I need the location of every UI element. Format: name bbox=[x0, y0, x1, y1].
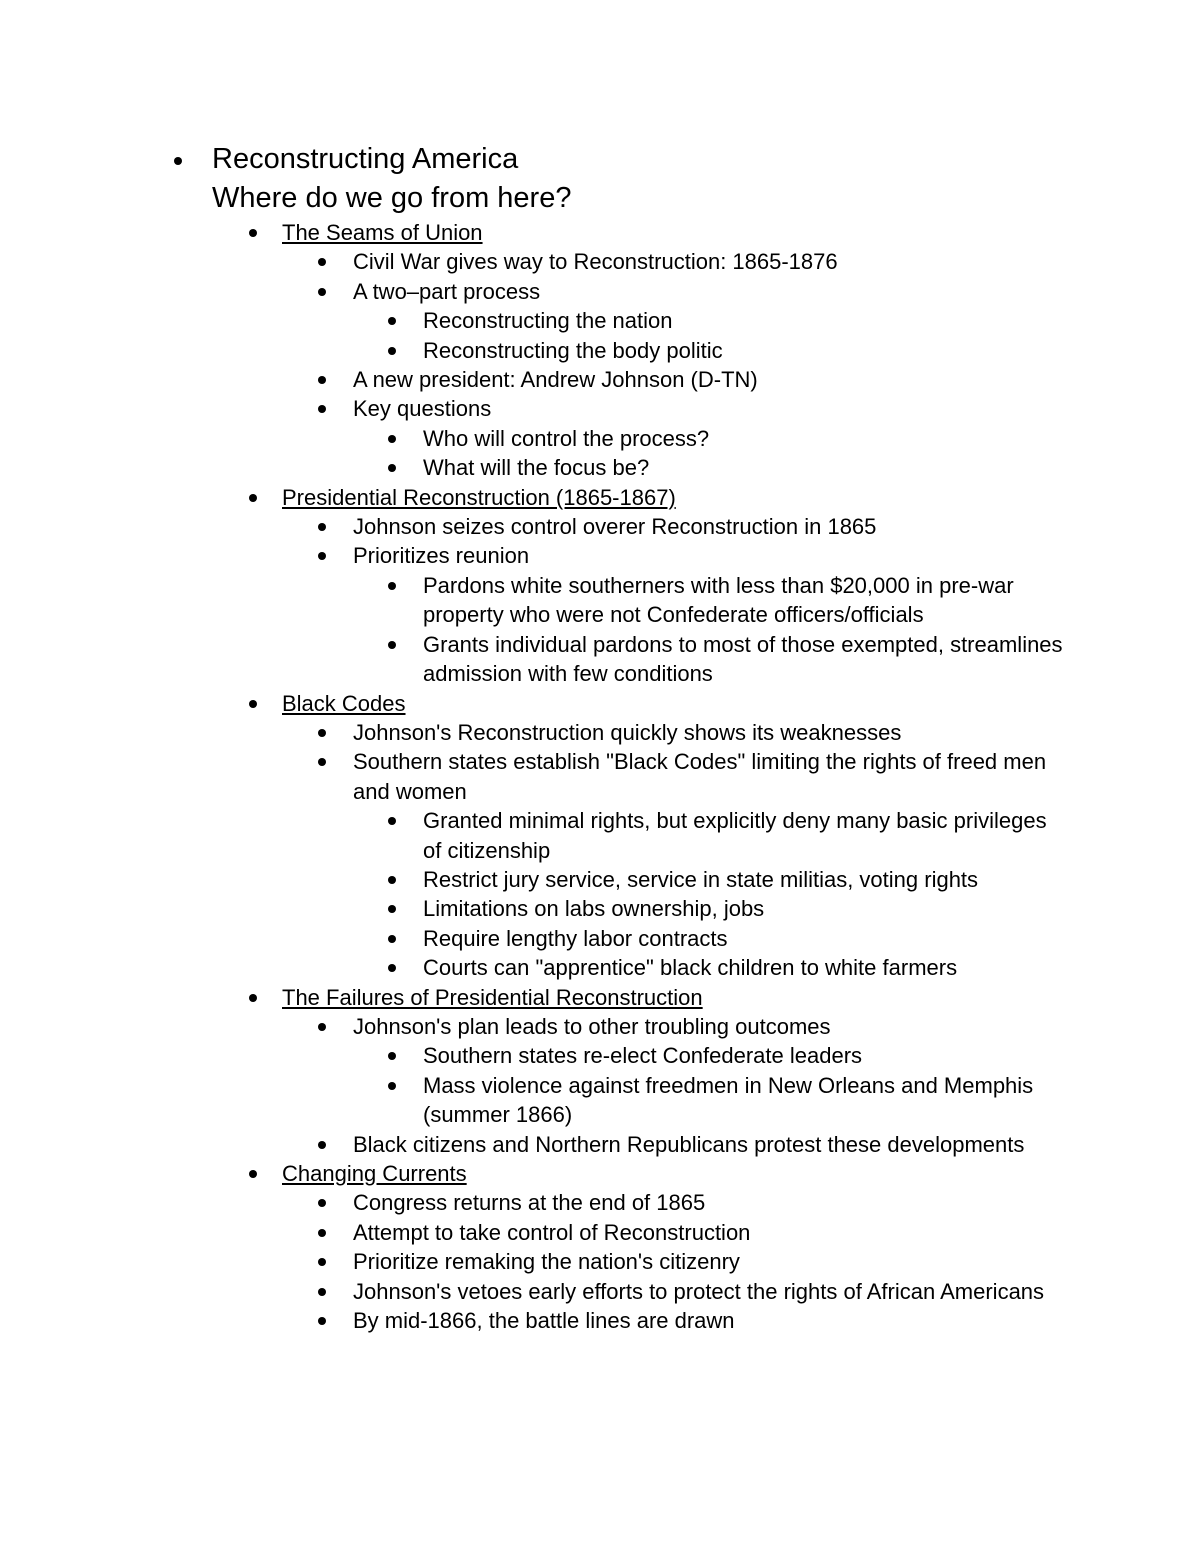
bullet-icon bbox=[318, 1229, 326, 1237]
list-item-text: A two–part process bbox=[353, 278, 541, 304]
sub-list-item bbox=[423, 306, 1112, 335]
sub-list-item bbox=[423, 453, 1112, 482]
bullet-icon bbox=[318, 729, 326, 737]
section-item bbox=[282, 983, 1112, 1159]
section-item bbox=[282, 689, 1112, 983]
sub-list-item bbox=[423, 806, 1112, 865]
bullet-icon bbox=[249, 229, 257, 237]
list-item-text: Key questions bbox=[353, 396, 492, 422]
sub-list-item-text: Granted minimal rights, but explicitly deny many basic privileges of citizenship bbox=[423, 808, 1047, 863]
bullet-icon bbox=[249, 700, 257, 708]
sub-list-item-text: Require lengthy labor contracts bbox=[423, 925, 728, 951]
bullet-icon bbox=[318, 1258, 326, 1266]
sub-list-item-text: Courts can "apprentice" black children to white farmers bbox=[423, 955, 958, 981]
bullet-icon bbox=[388, 582, 396, 590]
document-title: Reconstructing America bbox=[212, 143, 519, 175]
bullet-icon bbox=[388, 817, 396, 825]
list-item bbox=[353, 1130, 1112, 1159]
section-heading: Black Codes bbox=[282, 690, 406, 716]
sub-list-item-text: Grants individual pardons to most of those exempted, streamlines admission with few conditions bbox=[423, 631, 1063, 687]
sub-item-list bbox=[423, 424, 1112, 483]
bullet-icon bbox=[388, 964, 396, 972]
list-item-text: Johnson's vetoes early efforts to protect the rights of African Americans bbox=[353, 1278, 1045, 1304]
sub-list-item bbox=[423, 1041, 1112, 1070]
bullet-icon bbox=[249, 1170, 257, 1178]
bullet-icon bbox=[249, 994, 257, 1002]
list-item bbox=[353, 1247, 1112, 1276]
bullet-icon bbox=[388, 641, 396, 649]
list-item bbox=[353, 1188, 1112, 1217]
list-item-text: By mid-1866, the battle lines are drawn bbox=[353, 1308, 735, 1334]
list-item bbox=[353, 247, 1112, 276]
list-item-text: A new president: Andrew Johnson (D-TN) bbox=[353, 367, 758, 393]
sub-list-item bbox=[423, 424, 1112, 453]
section-item bbox=[282, 483, 1112, 689]
list-item bbox=[353, 365, 1112, 394]
bullet-icon bbox=[318, 1288, 326, 1296]
list-item-text: Civil War gives way to Reconstruction: 1865-1876 bbox=[353, 249, 838, 275]
sub-list-item bbox=[423, 865, 1112, 894]
sub-item-list bbox=[423, 806, 1112, 982]
list-item bbox=[353, 747, 1112, 982]
bullet-icon bbox=[318, 258, 326, 266]
bullet-icon bbox=[318, 1199, 326, 1207]
bullet-icon bbox=[388, 464, 396, 472]
sub-list-item-text: Limitations on labs ownership, jobs bbox=[423, 896, 765, 922]
bullet-icon bbox=[318, 288, 326, 296]
bullet-icon bbox=[318, 376, 326, 384]
bullet-icon bbox=[174, 157, 182, 165]
item-list bbox=[353, 247, 1112, 482]
outline bbox=[212, 140, 1112, 1335]
section-heading: Presidential Reconstruction (1865-1867) bbox=[282, 484, 676, 510]
bullet-icon bbox=[388, 435, 396, 443]
section-item bbox=[282, 1159, 1112, 1335]
section-heading: The Failures of Presidential Reconstruction bbox=[282, 984, 703, 1010]
sub-list-item-text: Southern states re-elect Confederate leaders bbox=[423, 1043, 863, 1069]
section-item bbox=[282, 218, 1112, 483]
list-item-text: Southern states establish "Black Codes" limiting the rights of freed men and women bbox=[353, 749, 1047, 804]
list-item bbox=[353, 1306, 1112, 1335]
title-item bbox=[212, 140, 1112, 1335]
sub-list-item bbox=[423, 630, 1112, 689]
list-item bbox=[353, 541, 1112, 688]
list-item-text: Johnson seizes control overer Reconstruction in 1865 bbox=[353, 514, 877, 540]
list-item bbox=[353, 1277, 1112, 1306]
list-item-text: Johnson's plan leads to other troubling outcomes bbox=[353, 1013, 831, 1039]
list-item bbox=[353, 277, 1112, 365]
list-item-text: Prioritize remaking the nation's citizenry bbox=[353, 1249, 740, 1275]
bullet-icon bbox=[318, 1023, 326, 1031]
sub-list-item bbox=[423, 1071, 1112, 1130]
sub-list-item-text: Restrict jury service, service in state militias, voting rights bbox=[423, 866, 979, 892]
item-list bbox=[353, 1012, 1112, 1159]
list-item bbox=[353, 1218, 1112, 1247]
sub-list-item-text: Who will control the process? bbox=[423, 425, 710, 451]
list-item-text: Prioritizes reunion bbox=[353, 543, 530, 569]
bullet-icon bbox=[318, 1317, 326, 1325]
bullet-icon bbox=[388, 1052, 396, 1060]
sub-item-list bbox=[423, 306, 1112, 365]
list-item bbox=[353, 1012, 1112, 1130]
bullet-icon bbox=[388, 905, 396, 913]
bullet-icon bbox=[318, 523, 326, 531]
bullet-icon bbox=[388, 317, 396, 325]
document-subtitle: Where do we go from here? bbox=[212, 182, 572, 214]
sub-list-item-text: Reconstructing the body politic bbox=[423, 337, 723, 363]
bullet-icon bbox=[249, 494, 257, 502]
bullet-icon bbox=[318, 405, 326, 413]
sub-list-item-text: What will the focus be? bbox=[423, 455, 650, 481]
item-list bbox=[353, 512, 1112, 688]
sub-item-list bbox=[423, 571, 1112, 689]
sub-item-list bbox=[423, 1041, 1112, 1129]
bullet-icon bbox=[388, 1082, 396, 1090]
list-item bbox=[353, 512, 1112, 541]
list-item-text: Congress returns at the end of 1865 bbox=[353, 1190, 706, 1216]
list-item-text: Johnson's Reconstruction quickly shows its weaknesses bbox=[353, 719, 902, 745]
section-heading: Changing Currents bbox=[282, 1161, 467, 1186]
sub-list-item-text: Pardons white southerners with less than $20,000 in pre-war property who were not Confederate officers/officials bbox=[423, 572, 1014, 628]
list-item bbox=[353, 718, 1112, 747]
sub-list-item bbox=[423, 894, 1112, 923]
bullet-icon bbox=[318, 1141, 326, 1149]
sub-list-item bbox=[423, 953, 1112, 982]
sub-list-item-text: Mass violence against freedmen in New Orleans and Memphis (summer 1866) bbox=[423, 1072, 1034, 1128]
section-list bbox=[282, 218, 1112, 1335]
sub-list-item bbox=[423, 571, 1112, 630]
list-item-text: Attempt to take control of Reconstruction bbox=[353, 1219, 751, 1245]
item-list bbox=[353, 718, 1112, 983]
item-list bbox=[353, 1188, 1112, 1335]
section-heading: The Seams of Union bbox=[282, 220, 483, 245]
sub-list-item-text: Reconstructing the nation bbox=[423, 308, 673, 334]
list-item-text: Black citizens and Northern Republicans protest these developments bbox=[353, 1131, 1025, 1157]
bullet-icon bbox=[388, 935, 396, 943]
sub-list-item bbox=[423, 336, 1112, 365]
bullet-icon bbox=[318, 758, 326, 766]
bullet-icon bbox=[388, 876, 396, 884]
list-item bbox=[353, 394, 1112, 482]
bullet-icon bbox=[318, 552, 326, 560]
sub-list-item bbox=[423, 924, 1112, 953]
bullet-icon bbox=[388, 347, 396, 355]
